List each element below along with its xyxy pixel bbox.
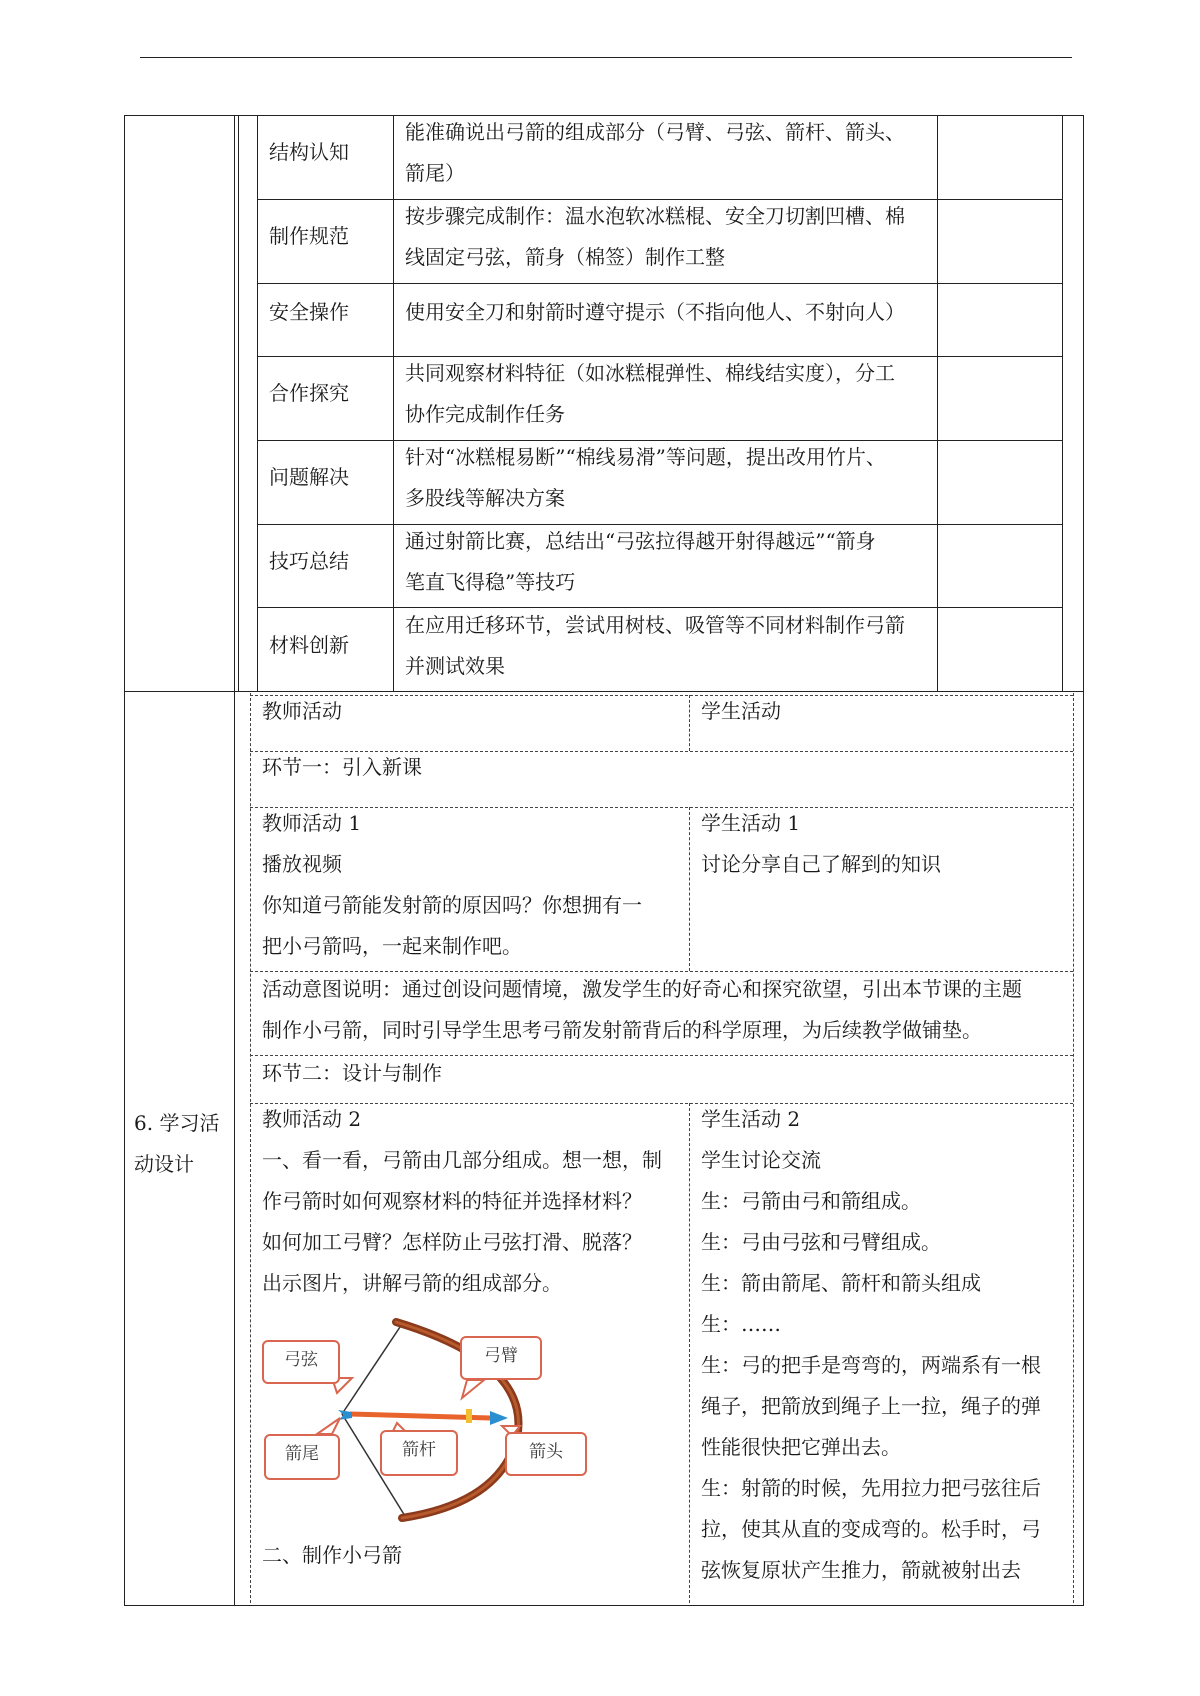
student-activity-2: 生：弓箭由弓和箭组成。 xyxy=(701,1189,921,1213)
teacher-activity-2: 教师活动 2 xyxy=(262,1107,362,1131)
student-activity-2: 生：箭由箭尾、箭杆和箭头组成 xyxy=(701,1271,981,1295)
student-activity-2: 生：弓的把手是弯弯的，两端系有一根 xyxy=(701,1353,1041,1377)
table-col-divider xyxy=(234,115,235,1605)
criteria-label: 结构认知 xyxy=(269,140,349,164)
section6-label: 动设计 xyxy=(134,1152,194,1176)
student-activity-2: 学生活动 2 xyxy=(701,1107,801,1131)
student-activity-2: 学生讨论交流 xyxy=(701,1148,821,1172)
student-activity-2: 生：…… xyxy=(701,1312,781,1336)
stage2-title: 环节二：设计与制作 xyxy=(262,1061,442,1085)
criteria-label: 技巧总结 xyxy=(269,549,349,573)
table-bottom-border xyxy=(124,1605,1084,1606)
label-arrow-tail: 箭尾 xyxy=(264,1434,340,1480)
criteria-label: 制作规范 xyxy=(269,224,349,248)
stage1-title: 环节一：引入新课 xyxy=(262,755,422,779)
section6-label: 6. 学习活 xyxy=(134,1111,220,1135)
student-activity-1: 学生活动 1 xyxy=(701,811,801,835)
activity-intent: 制作小弓箭，同时引导学生思考弓箭发射箭背后的科学原理，为后续教学做铺垫。 xyxy=(262,1018,982,1042)
label-bow-arm: 弓臂 xyxy=(460,1336,542,1380)
student-activity-1: 讨论分享自己了解到的知识 xyxy=(701,852,941,876)
criteria-desc: 箭尾） xyxy=(405,161,465,185)
label-arrow-head: 箭头 xyxy=(505,1432,587,1476)
table-left-border xyxy=(124,115,125,1605)
criteria-desc: 按步骤完成制作：温水泡软冰糕棍、安全刀切割凹槽、棉 xyxy=(405,204,905,228)
label-bow-string: 弓弦 xyxy=(262,1340,340,1384)
criteria-desc: 在应用迁移环节，尝试用树枝、吸管等不同材料制作弓箭 xyxy=(405,613,905,637)
criteria-desc: 通过射箭比赛，总结出“弓弦拉得越开射得越远”“箭身 xyxy=(405,529,876,553)
teacher-activity-1: 你知道弓箭能发射箭的原因吗？你想拥有一 xyxy=(262,893,642,917)
criteria-desc: 针对“冰糕棍易断”“棉线易滑”等问题，提出改用竹片、 xyxy=(405,445,886,469)
bow-string-line xyxy=(342,1324,402,1414)
criteria-label: 问题解决 xyxy=(269,465,349,489)
criteria-desc: 并测试效果 xyxy=(405,654,505,678)
criteria-desc: 能准确说出弓箭的组成部分（弓臂、弓弦、箭杆、箭头、 xyxy=(405,120,905,144)
activity-intent: 活动意图说明：通过创设问题情境，激发学生的好奇心和探究欲望，引出本节课的主题 xyxy=(262,977,1022,1001)
bow-arrow-diagram xyxy=(262,1308,592,1528)
table-right-border xyxy=(1083,115,1084,1605)
teacher-activity-header: 教师活动 xyxy=(262,699,342,723)
table-inner-left-border xyxy=(238,115,239,691)
header-rule xyxy=(140,57,1072,58)
criteria-label: 安全操作 xyxy=(269,300,349,324)
student-activity-header: 学生活动 xyxy=(701,699,781,723)
student-activity-2: 弦恢复原状产生推力，箭就被射出去 xyxy=(701,1558,1021,1582)
student-activity-2: 性能很快把它弹出去。 xyxy=(701,1435,901,1459)
label-arrow-shaft: 箭杆 xyxy=(380,1430,458,1476)
teacher-activity-2: 作弓箭时如何观察材料的特征并选择材料？ xyxy=(262,1189,642,1213)
criteria-desc: 多股线等解决方案 xyxy=(405,486,565,510)
student-activity-2: 生：弓由弓弦和弓臂组成。 xyxy=(701,1230,941,1254)
criteria-desc: 线固定弓弦，箭身（棉签）制作工整 xyxy=(405,245,725,269)
student-activity-2: 绳子，把箭放到绳子上一拉，绳子的弹 xyxy=(701,1394,1041,1418)
arrow-head-shape xyxy=(490,1411,508,1425)
teacher-activity-1: 教师活动 1 xyxy=(262,811,362,835)
criteria-desc: 共同观察材料特征（如冰糕棍弹性、棉线结实度），分工 xyxy=(405,361,895,385)
criteria-label: 合作探究 xyxy=(269,381,349,405)
criteria-desc: 协作完成制作任务 xyxy=(405,402,565,426)
teacher-activity-2: 出示图片，讲解弓箭的组成部分。 xyxy=(262,1271,562,1295)
teacher-activity-1: 播放视频 xyxy=(262,852,342,876)
teacher-activity-2: 一、看一看，弓箭由几部分组成。想一想，制 xyxy=(262,1148,662,1172)
criteria-label: 材料创新 xyxy=(269,633,349,657)
criteria-desc: 笔直飞得稳”等技巧 xyxy=(405,570,576,594)
criteria-desc: 使用安全刀和射箭时遵守提示（不指向他人、不射向人） xyxy=(405,300,905,324)
teacher-activity-2-step2: 二、制作小弓箭 xyxy=(262,1543,402,1567)
student-activity-2: 拉，使其从直的变成弯的。松手时，弓 xyxy=(701,1517,1041,1541)
teacher-activity-1: 把小弓箭吗，一起来制作吧。 xyxy=(262,934,522,958)
teacher-activity-2: 如何加工弓臂？怎样防止弓弦打滑、脱落？ xyxy=(262,1230,642,1254)
student-activity-2: 生：射箭的时候，先用拉力把弓弦往后 xyxy=(701,1476,1041,1500)
